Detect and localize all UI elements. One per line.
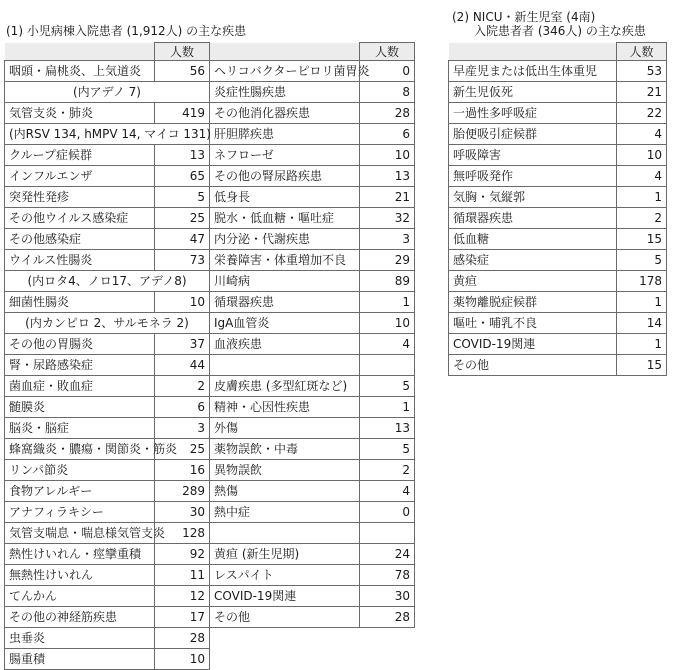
disease-label: 川崎病 [210, 271, 360, 292]
header-blank-cell [449, 43, 617, 61]
table-row [5, 103, 415, 124]
empty-cell [210, 628, 415, 649]
patient-count: 44 [155, 355, 210, 376]
disease-label: 嘔吐・哺乳不良 [449, 313, 617, 334]
note-row-cell: (内ロタ4、ノロ17、アデノ8) [5, 271, 210, 292]
patient-count: 3 [155, 418, 210, 439]
count-header: 人数 [617, 43, 667, 61]
table-row [5, 586, 415, 607]
patient-count: 30 [360, 586, 415, 607]
disease-label [210, 523, 360, 544]
disease-label: 無呼吸発作 [449, 166, 617, 187]
patient-count: 16 [155, 460, 210, 481]
patient-count: 73 [155, 250, 210, 271]
patient-count: 28 [155, 628, 210, 649]
patient-count: 178 [617, 271, 667, 292]
table-row [449, 313, 667, 334]
table-row [5, 313, 415, 334]
patient-count: 10 [360, 313, 415, 334]
section2-title-line2: 入院患者者 (346人) の主な疾患 [474, 24, 646, 38]
patient-count: 5 [617, 250, 667, 271]
table-row [449, 355, 667, 376]
table-row [5, 61, 415, 82]
disease-label: 皮膚疾患 (多型紅斑など) [210, 376, 360, 397]
table-row [5, 82, 415, 103]
patient-count: 56 [155, 61, 210, 82]
disease-label: 呼吸障害 [449, 145, 617, 166]
disease-label: 熱性けいれん・痙攣重積 [5, 544, 155, 565]
patient-count [360, 355, 415, 376]
disease-label: 薬物誤飲・中毒 [210, 439, 360, 460]
table-row [5, 187, 415, 208]
patient-count: 0 [360, 61, 415, 82]
disease-label: COVID-19関連 [210, 586, 360, 607]
disease-label: その他の神経筋疾患 [5, 607, 155, 628]
table-row [449, 250, 667, 271]
note-row-cell: (内RSV 134, hMPV 14, マイコ 131) [5, 124, 210, 145]
patient-count: 289 [155, 481, 210, 502]
patient-count: 2 [360, 460, 415, 481]
table-row [5, 418, 415, 439]
disease-label [210, 355, 360, 376]
disease-label: 気管支炎・肺炎 [5, 103, 155, 124]
disease-label: インフルエンザ [5, 166, 155, 187]
table-row [5, 334, 415, 355]
patient-count: 419 [155, 103, 210, 124]
table-row [449, 124, 667, 145]
disease-label: クループ症候群 [5, 145, 155, 166]
table-row [449, 208, 667, 229]
patient-count: 47 [155, 229, 210, 250]
table-row [5, 607, 415, 628]
patient-count: 28 [360, 103, 415, 124]
patient-count: 2 [155, 376, 210, 397]
disease-label: 血液疾患 [210, 334, 360, 355]
patient-count: 53 [617, 61, 667, 82]
patient-count: 4 [360, 481, 415, 502]
patient-count: 128 [155, 523, 210, 544]
patient-count: 4 [617, 124, 667, 145]
table-row [5, 166, 415, 187]
note-row-cell: (内カンピロ 2、サルモネラ 2) [5, 313, 210, 334]
disease-label: 髄膜炎 [5, 397, 155, 418]
disease-label: アナフィラキシー [5, 502, 155, 523]
disease-label: 細菌性腸炎 [5, 292, 155, 313]
patient-count [360, 523, 415, 544]
table-row [5, 460, 415, 481]
table-row [5, 565, 415, 586]
disease-label: 新生児仮死 [449, 82, 617, 103]
disease-label: 腸重積 [5, 649, 155, 670]
disease-label: リンパ節炎 [5, 460, 155, 481]
table-row [5, 271, 415, 292]
header-blank-cell [5, 43, 155, 61]
table-row [5, 502, 415, 523]
table-row [5, 523, 415, 544]
patient-count: 10 [155, 649, 210, 670]
patient-count: 25 [155, 208, 210, 229]
disease-label: その他の胃腸炎 [5, 334, 155, 355]
patient-count: 32 [360, 208, 415, 229]
disease-label: 一過性多呼吸症 [449, 103, 617, 124]
patient-count: 65 [155, 166, 210, 187]
table-row [449, 82, 667, 103]
table-row [449, 187, 667, 208]
patient-count: 1 [360, 292, 415, 313]
patient-count: 13 [155, 145, 210, 166]
disease-label: IgA血管炎 [210, 313, 360, 334]
section2-title-line1: (2) NICU・新生児室 (4南) [452, 10, 596, 24]
patient-count: 6 [155, 397, 210, 418]
disease-label: 脱水・低血糖・嘔吐症 [210, 208, 360, 229]
patient-count: 0 [360, 502, 415, 523]
patient-count: 30 [155, 502, 210, 523]
patient-count: 1 [617, 187, 667, 208]
patient-count: 78 [360, 565, 415, 586]
disease-label: その他感染症 [5, 229, 155, 250]
disease-label: 早産児または低出生体重児 [449, 61, 617, 82]
disease-label: 栄養障害・体重増加不良 [210, 250, 360, 271]
patient-count: 92 [155, 544, 210, 565]
table-row [5, 397, 415, 418]
disease-label: 循環器疾患 [449, 208, 617, 229]
disease-label: レスパイト [210, 565, 360, 586]
table-row [5, 292, 415, 313]
table-row [5, 145, 415, 166]
patient-count: 15 [617, 355, 667, 376]
nicu-table [448, 42, 667, 376]
patient-count: 2 [617, 208, 667, 229]
disease-label: 虫垂炎 [5, 628, 155, 649]
table-row [449, 145, 667, 166]
disease-label: ウイルス性腸炎 [5, 250, 155, 271]
table-row [5, 355, 415, 376]
patient-count: 17 [155, 607, 210, 628]
table-header-row [449, 43, 667, 61]
table-row [449, 166, 667, 187]
disease-label: 感染症 [449, 250, 617, 271]
patient-count: 28 [360, 607, 415, 628]
patient-count: 14 [617, 313, 667, 334]
disease-label: その他 [449, 355, 617, 376]
patient-count: 22 [617, 103, 667, 124]
disease-label: 菌血症・敗血症 [5, 376, 155, 397]
disease-label: 黄疸 [449, 271, 617, 292]
table-row [5, 481, 415, 502]
disease-label: 低身長 [210, 187, 360, 208]
patient-count: 13 [360, 418, 415, 439]
patient-count: 15 [617, 229, 667, 250]
patient-count: 1 [617, 334, 667, 355]
patient-count: 6 [360, 124, 415, 145]
table-row [5, 124, 415, 145]
table-header-row [5, 43, 415, 61]
disease-label: 蜂窩織炎・膿瘍・関節炎・筋炎 [5, 439, 155, 460]
patient-count: 1 [617, 292, 667, 313]
empty-cell [210, 649, 415, 670]
patient-count: 10 [360, 145, 415, 166]
patient-count: 29 [360, 250, 415, 271]
table-row [5, 649, 415, 670]
disease-label: 外傷 [210, 418, 360, 439]
table-row [449, 103, 667, 124]
disease-label: 無熱性けいれん [5, 565, 155, 586]
note-row-cell: (内アデノ 7) [5, 82, 210, 103]
patient-count: 12 [155, 586, 210, 607]
table-row [449, 61, 667, 82]
patient-count: 8 [360, 82, 415, 103]
table-row [5, 544, 415, 565]
header-blank-cell [210, 43, 360, 61]
patient-count: 3 [360, 229, 415, 250]
disease-label: ヘリコバクターピロリ菌胃炎 [210, 61, 360, 82]
table-row [5, 628, 415, 649]
patient-count: 25 [155, 439, 210, 460]
disease-label: 内分泌・代謝疾患 [210, 229, 360, 250]
disease-label: 気胸・気縦郭 [449, 187, 617, 208]
table-row [5, 376, 415, 397]
disease-label: 薬物離脱症候群 [449, 292, 617, 313]
table-row [5, 229, 415, 250]
patient-count: 24 [360, 544, 415, 565]
disease-label: COVID-19関連 [449, 334, 617, 355]
patient-count: 21 [617, 82, 667, 103]
table-row [5, 439, 415, 460]
disease-label: てんかん [5, 586, 155, 607]
table-row [449, 271, 667, 292]
patient-count: 5 [155, 187, 210, 208]
disease-label: 脳炎・脳症 [5, 418, 155, 439]
patient-count: 10 [155, 292, 210, 313]
table-row [5, 250, 415, 271]
pediatric-ward-table [4, 42, 415, 670]
disease-label: 精神・心因性疾患 [210, 397, 360, 418]
disease-label: その他 [210, 607, 360, 628]
disease-label: 胎便吸引症候群 [449, 124, 617, 145]
patient-count: 4 [360, 334, 415, 355]
section1-title: (1) 小児病棟入院患者 (1,912人) の主な疾患 [6, 24, 247, 38]
disease-label: 気管支喘息・喘息様気管支炎 [5, 523, 155, 544]
patient-count: 21 [360, 187, 415, 208]
table-row [449, 292, 667, 313]
patient-count: 13 [360, 166, 415, 187]
disease-label: 炎症性腸疾患 [210, 82, 360, 103]
count-header: 人数 [155, 43, 210, 61]
disease-label: 循環器疾患 [210, 292, 360, 313]
patient-count: 1 [360, 397, 415, 418]
disease-label: 突発性発疹 [5, 187, 155, 208]
disease-label: 低血糖 [449, 229, 617, 250]
patient-count: 89 [360, 271, 415, 292]
patient-count: 5 [360, 376, 415, 397]
disease-label: 食物アレルギー [5, 481, 155, 502]
disease-label: 異物誤飲 [210, 460, 360, 481]
disease-label: その他ウイルス感染症 [5, 208, 155, 229]
disease-label: ネフローゼ [210, 145, 360, 166]
disease-label: その他の腎尿路疾患 [210, 166, 360, 187]
disease-label: 熱中症 [210, 502, 360, 523]
patient-count: 5 [360, 439, 415, 460]
table-row [5, 208, 415, 229]
patient-count: 37 [155, 334, 210, 355]
table-row [449, 229, 667, 250]
count-header: 人数 [360, 43, 415, 61]
disease-label: 熱傷 [210, 481, 360, 502]
patient-count: 4 [617, 166, 667, 187]
patient-count: 10 [617, 145, 667, 166]
patient-count: 11 [155, 565, 210, 586]
disease-label: 腎・尿路感染症 [5, 355, 155, 376]
disease-label: その他消化器疾患 [210, 103, 360, 124]
disease-label: 黄疸 (新生児期) [210, 544, 360, 565]
disease-label: 咽頭・扁桃炎、上気道炎 [5, 61, 155, 82]
disease-label: 肝胆膵疾患 [210, 124, 360, 145]
table-row [449, 334, 667, 355]
